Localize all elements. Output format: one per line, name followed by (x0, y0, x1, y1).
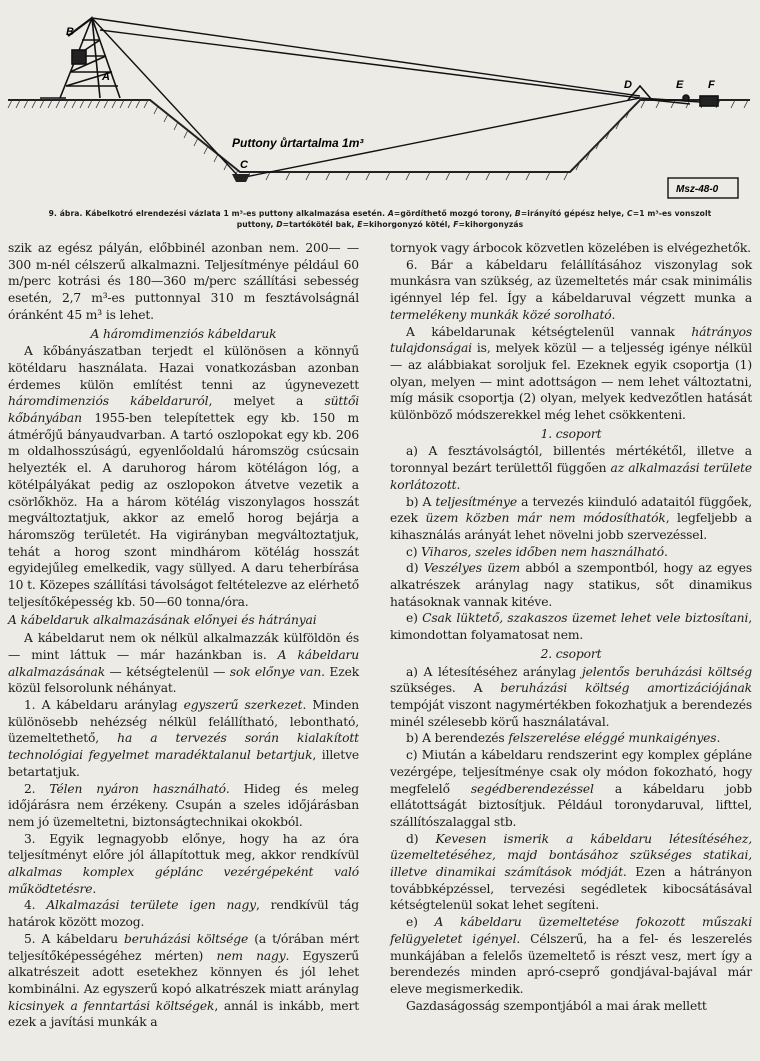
paragraph: 6. Bár a kábeldaru felállításához viszonylag sok munkásra van szükség, az üzemeltetés már csak minimális igénnyel lép fel. Így a kábeldaruval végzett munka a termelékeny munkák közé sorolható. (390, 257, 752, 322)
paragraph: szik az egész pályán, előbbinél azonban nem. 200— —300 m-nél célszerű alkalmazni. Teljesítménye például 60 m/perc kotrási és 180—360 m/perc szállítási sebesség esetén, 2,7 m³-es puttonnyal 310 m fesztávolságnál óránként 45 m³ is lehet. (8, 241, 359, 322)
stamp-text: Msz-48-0 (676, 184, 719, 195)
paragraph: 3. Egyik legnagyobb előnye, hogy ha az óra teljesítményt előre jól állapítottuk meg, akkor rendkívül alkalmas komplex géplánc vezérgépeként való működtetésre. (8, 831, 359, 896)
paragraph: d) Kevesen ismerik a kábeldaru létesítéséhez, üzemeltetéséhez, majd bontásához szükséges statikai, illetve dinamikai számítások módját. Ezen a hátrányon továbbképzéssel, tervezési segédletek kibocsátásával kétségtelenül sokat lehet segíteni. (390, 831, 752, 913)
paragraph: A kábeldarut nem ok nélkül alkalmazzák külföldön és — mint láttuk — már hazánkban is. A kábeldaru alkalmazásának — kétségtelenül — sok előnye van. Ezek közül felsorolunk néhányat. (8, 631, 359, 696)
ground-hatching (8, 100, 748, 180)
paragraph: e) A kábeldaru üzemeltetése fokozott műszaki felügyeletet igényel. Célszerű, ha a fel- és leszerelés munkájában a felelős üzemeltető is részt vesz, mert így a berendezés minden apró-cseprő gondjával-bajával már eleve megismerkedik. (390, 915, 753, 996)
section-heading: A háromdimenziós kábeldaruk (90, 326, 277, 341)
paragraph: 1. A kábeldaru aránylag egyszerű szerkezet. Minden különösebb nehézség nélkül felállítható, lebontható, üzemeltethető, ha a tervezés során kialakított technológiai fegyelmet maradéktalanul betartjuk, illetve betartatjuk. (8, 697, 359, 779)
paragraph: c) Viharos, szeles időben nem használható. (406, 544, 668, 559)
figure-caption: 9. ábra. Kábelkotró elrendezési vázlata 1 m³-es puttony alkalmazása esetén. A=gördíthető mozgó torony, B=irányító gépész helye, C=1 m³-es vonszolt puttony, D=tartókötél bak, E=kihorgonyzó kötél, F=kihorgonyzás (48, 209, 712, 229)
paragraph: 4. Alkalmazási területe igen nagy, rendkívül tág határok között mozog. (8, 898, 359, 930)
paragraph: e) Csak lüktető, szakaszos üzemet lehet vele biztosítani, kimondottan folyamatosat nem. (390, 611, 752, 643)
paragraph: b) A berendezés felszerelése eléggé munkaigényes. (406, 731, 721, 746)
paragraph: c) Miután a kábeldaru rendszerint egy komplex gépláne vezérgépe, teljesítménye csak oly módon fokozható, hogy megfelelő segédberendezéssel a kábeldaru jobb ellátottságát biztosítjuk. Például toronydaruval, lifttel, szállítószalaggal stb. (390, 748, 752, 829)
cable-excavator-figure (0, 0, 760, 206)
label-a: A (102, 71, 110, 83)
paragraph: Gazdaságosság szempontjából a mai árak mellett (406, 998, 707, 1013)
paragraph: 5. A kábeldaru beruházási költsége (a t/órában mért teljesítőképességéhez mérten) nem nagy. Egyszerű alkatrészeit adott esetekhez könnyen és jól lehet kombinálni. Az egyszerű kopó alkatrészek miatt aránylag kicsinyek a fenntartási költségek, annál is inkább, mert ezek a javítási munkák a (8, 931, 359, 1030)
anchor-structure (628, 86, 718, 106)
right-column (390, 240, 752, 1014)
left-column (8, 240, 359, 1031)
cables (92, 18, 700, 178)
paragraph: 2. Télen nyáron használható. Hideg és meleg időjárásra nem érzékeny. Csupán a szeles időjárásban nem jó üzemeltetni, biztonságtechnikai okokból. (8, 781, 359, 829)
label-b: B (66, 26, 74, 38)
paragraph: b) A teljesítménye a tervezés kiinduló adataitól függőek, ezek üzem közben már nem módosíthatók, legfeljebb a kihasználás arányát lehet növelni jobb szervezéssel. (390, 494, 752, 542)
label-d: D (624, 79, 632, 91)
label-f: F (708, 79, 715, 91)
ground-left (8, 100, 750, 172)
mobile-tower (40, 18, 120, 98)
paragraph: a) A fesztávolságtól, billentés mértékétől, illetve a toronnyal bezárt területtől függően az alkalmazási területe korlátozott. (390, 444, 752, 492)
section-heading: 2. csoport (540, 646, 602, 661)
bucket (232, 174, 250, 182)
label-c: C (240, 159, 248, 171)
paragraph: d) Veszélyes üzem abból a szempontból, hogy az egyes alkatrészek aránylag nagy statikus, sőt dinamikus hatásoknak vannak kitéve. (390, 561, 752, 609)
paragraph: a) A létesítéséhez aránylag jelentős beruházási költség szükséges. A beruházási költség amortizációjának tempóját viszont nagymértékben fokozhatjuk a berendezés minél szélesebb körű használatával. (390, 664, 752, 729)
paragraph: A kőbányászatban terjedt el különösen a könnyű kötéldaru használata. Hazai vonatkozásban azonban érdemes külön említést tenni az úgynevezett háromdimenziós kábeldaruról, melyet a süttői kőbányában 1955-ben telepítettek egy kb. 150 m átmérőjű bányaudvarban. A tartó oszlopokat egy kb. 206 m oldalhosszúságú, egyenlőoldalú háromszög csúcsain helyezték el. A daruhorog három kötélágon lóg, a kötélpályákat pedig az oszlopokon átvetve vezetik a csörlőkhöz. Ha a három kötélág viszonylagos hosszát megváltoztatjuk, akkor az emelő horog bejárja a háromszög területét. Ha vigirányban megváltoztatjuk, tehát a horog szont mindhárom kötélág hosszát egyidejűleg emelkedik, vagy süllyed. A daru teherbírása 10 t. Közepes szállítási távolságot feltételezve az elérhető teljesítőképesség kb. 50—60 tonna/óra. (8, 344, 360, 609)
section-heading: A kábeldaruk alkalmazásának előnyei és hátrányai (8, 613, 317, 628)
label-e: E (676, 79, 684, 91)
paragraph: A kábeldarunak kétségtelenül vannak hátrányos tulajdonságai is, melyek közül — a teljesség igénye nélkül — az alábbiakat soroljuk fel. Ezeknek egyik csoportja (1) olyan, melyen — mint adottságon — nem lehet változtatni, míg másik csoportja (2) olyan, melyek kedvezőtlen hatását különböző módszerekkel még lehet csökkenteni. (390, 324, 752, 423)
paragraph: tornyok vagy árbocok közvetlen közelében is elvégezhetők. (390, 241, 751, 255)
bucket-capacity-label: Puttony ůrtartalma 1m³ (232, 136, 364, 150)
section-heading: 1. csoport (540, 426, 602, 441)
